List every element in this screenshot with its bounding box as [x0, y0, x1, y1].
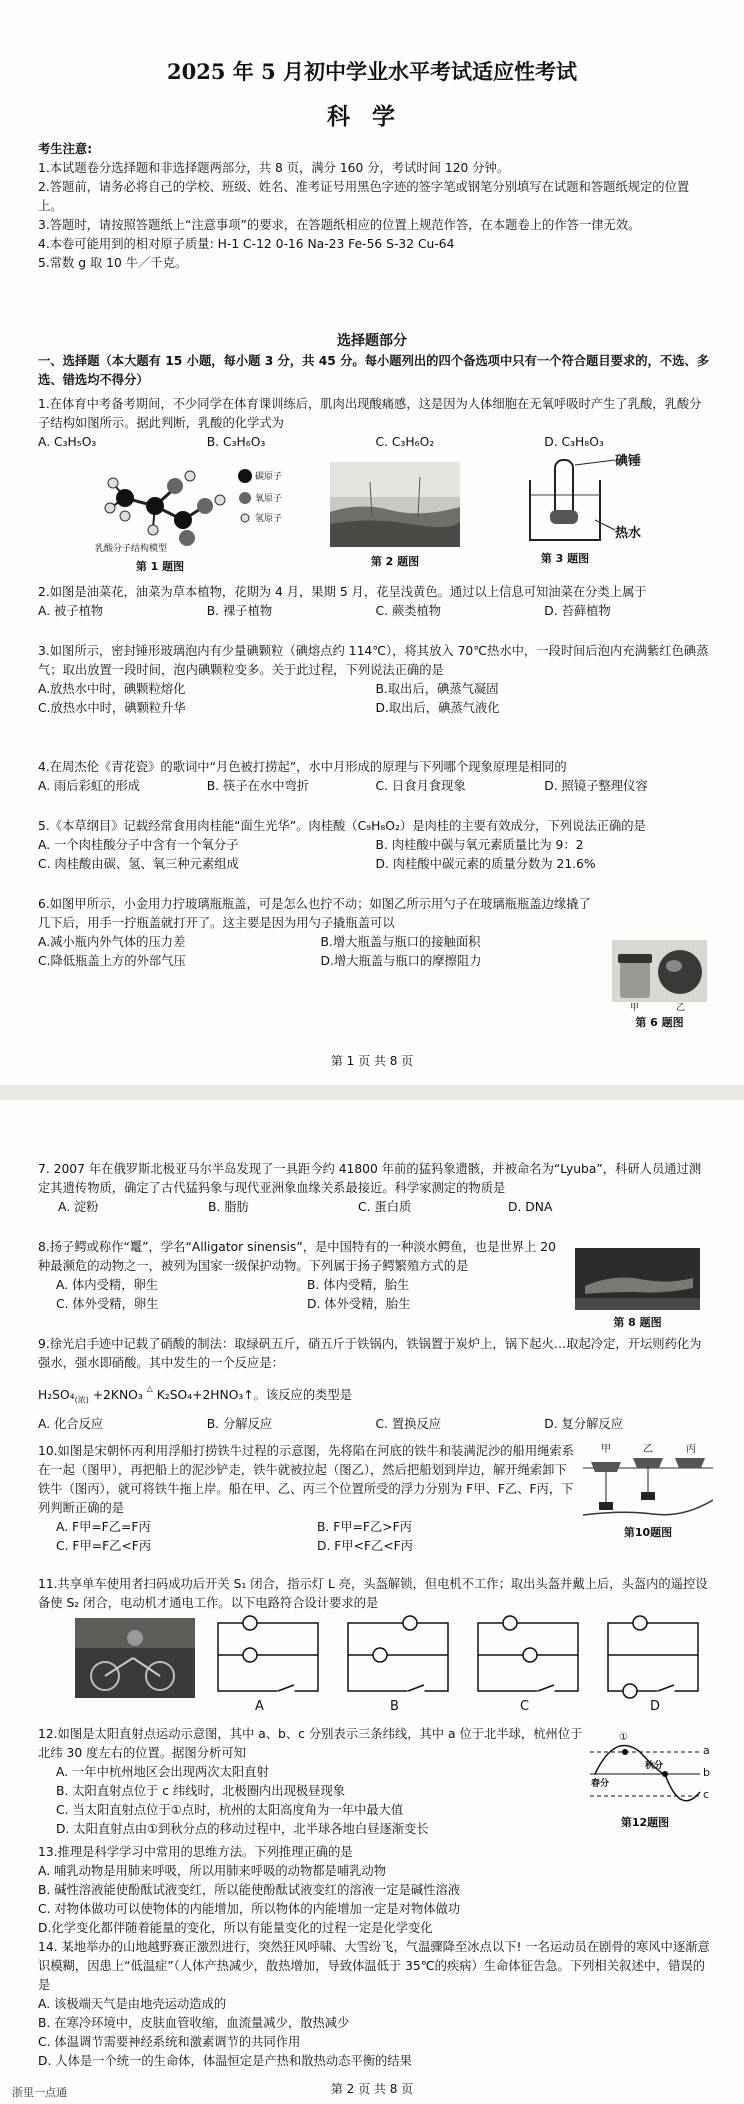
- option-a: A. 淀粉: [58, 1200, 99, 1214]
- model-label: 乳酸分子结构模型: [95, 544, 168, 554]
- label-latitude-b: b: [703, 1766, 710, 1779]
- rapeseed-flower-photo: [330, 462, 460, 547]
- alligator-photo: [575, 1248, 700, 1310]
- question-options: [38, 680, 713, 718]
- option-d: D. 人体是一个统一的生命体，体温恒定是产热和散热动态平衡的结果: [38, 2054, 412, 2068]
- option-d: D. 复分解反应: [544, 1417, 624, 1432]
- figure-8: [575, 1248, 700, 1330]
- option-c: C. 体温调节需要神经系统和激素调节的共同作用: [38, 2035, 301, 2049]
- question-stem: 12.如图是太阳直射点运动示意图，其中 a、b、c 分别表示三条纬线，其中 a 位于北半球，杭州位于北纬 30 度左右的位置。据图分析可知: [38, 1727, 583, 1760]
- option-d: D. 苔藓植物: [544, 604, 611, 618]
- note-item: 5.常数 g 取 10 牛／千克。: [38, 256, 188, 270]
- option-b: B. 脂肪: [208, 1200, 249, 1214]
- question-options: [38, 933, 603, 971]
- figure-11-circuits: [210, 1615, 710, 1715]
- option-b: B.取出后，碘蒸气凝固: [375, 682, 499, 696]
- question-6: [38, 895, 603, 971]
- circuit-options-diagram: [210, 1615, 710, 1703]
- option-d: D.增大瓶盖与瓶口的摩擦阻力: [320, 954, 482, 968]
- question-8: [38, 1238, 558, 1314]
- figure-12: [585, 1732, 715, 1832]
- equation-heat-condition: △: [146, 1384, 153, 1393]
- circuit-label-b: B: [390, 1699, 399, 1714]
- option-a: A.减小瓶内外气体的压力差: [38, 935, 186, 949]
- question-options: [38, 836, 713, 874]
- question-14: [38, 1938, 713, 2071]
- solar-direct-point-diagram: [585, 1732, 715, 1810]
- label-iodine-hammer: 碘锤: [615, 454, 642, 469]
- equation-product: K₂SO₄+2HNO₃↑。该反应的类型是: [152, 1388, 353, 1402]
- question-4: [38, 758, 713, 796]
- question-stem: 11.共享单车使用者扫码成功后开关 S₁ 闭合，指示灯 L 亮，头盔解锁，但电机不工作；取出头盔并戴上后，头盔内的遥控设备使 S₂ 闭合，电动机才通电工作。以下电路符合设计要求的是: [38, 1577, 708, 1610]
- option-d: D. 肉桂酸中碳元素的质量分数为 21.6%: [375, 857, 596, 871]
- figure-3: [520, 450, 680, 575]
- option-b: B. C₃H₆O₃: [206, 435, 266, 449]
- question-2: [38, 583, 713, 621]
- exam-subject: 科学: [327, 103, 417, 130]
- circuit-label-a: A: [255, 1699, 264, 1714]
- shared-bike-photo: [75, 1618, 195, 1698]
- figure-caption: 第 8 题图: [613, 1316, 662, 1329]
- question-stem: 5.《本草纲目》记载经常食用肉桂能“面生光华”。肉桂酸（C₉H₈O₂）是肉桂的主要有效成分，下列说法正确的是: [38, 819, 646, 833]
- figure-2: [330, 462, 470, 577]
- page-footer: 第 2 页 共 8 页: [330, 2082, 414, 2096]
- option-a: A. 雨后彩虹的形成: [38, 779, 141, 793]
- notes-heading: 考生注意:: [38, 142, 93, 156]
- page-gap: [0, 1085, 744, 1100]
- option-c: C.降低瓶盖上方的外部气压: [38, 954, 186, 968]
- question-stem: 3.如图所示，密封锤形玻璃泡内有少量碘颗粒（碘熔点约 114℃），将其放入 70℃热水中，一段时间后泡内充满紫红色碘蒸气；取出放置一段时间，泡内碘颗粒变多。关于此过程，下列说法正确的是: [38, 644, 709, 677]
- option-c: C. C₃H₆O₂: [375, 435, 435, 449]
- note-item: 4.本卷可能用到的相对原子质量: H-1 C-12 0-16 Na-23 Fe-56 S-32 Cu-64: [38, 237, 455, 251]
- option-c: C. 置换反应: [375, 1417, 442, 1432]
- option-a: A. 哺乳动物是用肺来呼吸，所以用肺来呼吸的动物都是哺乳动物: [38, 1864, 387, 1878]
- option-a: A. C₃H₅O₃: [38, 435, 97, 449]
- question-stem: 9.徐光启手迹中记载了硝酸的制法：取绿矾五斤，硝五斤于铁锅内，铁锅置于炭炉上，锅下起火…取起冷定，开坛则药化为强水，强水即硝酸。其中发生的一个反应是：: [38, 1337, 702, 1370]
- question-options: [38, 1763, 583, 1839]
- label-yi: 乙: [643, 1444, 653, 1455]
- figure-caption: 第 3 题图: [540, 552, 590, 565]
- legend-oxygen: 氧原子: [255, 494, 283, 504]
- option-b: B. 太阳直射点位于 c 纬线时，北极圈内出现极昼现象: [56, 1784, 346, 1798]
- option-d: D. F甲<F乙<F丙: [317, 1539, 414, 1553]
- question-7: [38, 1160, 713, 1217]
- question-stem: 7. 2007 年在俄罗斯北极亚马尔半岛发现了一具距今约 41800 年前的猛犸象遗骸，并被命名为“Lyuba”，科研人员通过测定其遗传物质，确定了古代猛犸象与现代亚洲象血缘关系最接近。科学家测定的物质是: [38, 1162, 702, 1195]
- option-b: B.增大瓶盖与瓶口的接触面积: [320, 935, 481, 949]
- question-stem: 14. 某地举办的山地越野赛正激烈进行，突然狂风呼啸、大雪纷飞，气温骤降至冰点以下! 一名运动员在剧骨的寒风中逐渐意识模糊，因患上“低温症”（人体产热减少，散热增加，导致体温低于 35℃的疾病）生命体征告急。下列相关叙述中，错误的是: [38, 1940, 710, 1992]
- question-options: [38, 1518, 578, 1556]
- label-yi: 乙: [676, 1003, 686, 1013]
- question-13: [38, 1843, 713, 1938]
- option-b: B. 筷子在水中弯折: [206, 779, 310, 793]
- option-b: B. 在寒冷环境中，皮肤血管收缩，血流量减少，散热减少: [38, 2016, 350, 2030]
- label-bing: 丙: [686, 1444, 696, 1455]
- option-c: C.放热水中时，碘颗粒升华: [38, 701, 186, 715]
- option-b: B. 碱性溶液能使酚酞试液变红，所以能使酚酞试液变红的溶液一定是碱性溶液: [38, 1883, 461, 1897]
- question-stem: 4.在周杰伦《青花瓷》的歌词中“月色被打捞起”，水中月形成的原理与下列哪个现象原理是相同的: [38, 760, 567, 774]
- exam-title: 2025 年 5 月初中学业水平考试适应性考试: [167, 59, 577, 84]
- question-stem: 6.如图甲所示，小金用力拧玻璃瓶瓶盖，可是怎么也拧不动；如图乙所示用勺子在玻璃瓶瓶盖边缘撬了几下后，用手一拧瓶盖就打开了。这主要是因为用勺子撬瓶盖可以: [38, 897, 591, 930]
- question-options: [38, 1276, 558, 1314]
- figure-6: [612, 940, 707, 1030]
- chemical-equation: [38, 1379, 713, 1409]
- label-autumn-equinox: 秋分: [645, 1761, 664, 1771]
- watermark-text: 浙里一点通: [12, 2086, 67, 2099]
- option-c: C. F甲=F乙<F丙: [56, 1539, 152, 1553]
- option-a: A.放热水中时，碘颗粒熔化: [38, 682, 186, 696]
- option-b: B. F甲=F乙>F丙: [317, 1520, 412, 1534]
- label-jia: 甲: [601, 1444, 611, 1455]
- question-options: [38, 1862, 713, 1938]
- question-3: [38, 642, 713, 718]
- option-d: D. 照镜子整理仪容: [544, 779, 648, 793]
- question-stem: 8.扬子鳄或称作“鼍”，学名“Alligator sinensis”，是中国特有的一种淡水鳄鱼，也是世界上 20 种最濒危的动物之一，被列为国家一级保护动物。下列属于扬子鳄繁殖方式的是: [38, 1240, 556, 1273]
- part-one-instructions: 一、选择题（本大题有 15 小题，每小题 3 分，共 45 分。每小题列出的四个备选项中只有一个符合题目要求的，不选、多选、错选均不得分）: [38, 354, 710, 387]
- circuit-label-c: C: [520, 1699, 530, 1714]
- option-c: C. 日食月食现象: [375, 779, 466, 793]
- label-point-1: ①: [619, 1732, 628, 1743]
- option-c: C. 蕨类植物: [375, 604, 442, 618]
- figure-10: [583, 1440, 713, 1540]
- option-a: A. F甲=F乙=F丙: [56, 1520, 151, 1534]
- question-10: [38, 1442, 578, 1556]
- figure-1: [95, 458, 295, 573]
- figure-caption: 第12题图: [620, 1816, 670, 1829]
- option-a: A. 一年中杭州地区会出现两次太阳直射: [56, 1765, 269, 1779]
- option-d: D.化学变化都伴随着能量的变化，所以有能量变化的过程一定是化学变化: [38, 1921, 433, 1935]
- option-b: B. 体内受精，胎生: [307, 1278, 410, 1292]
- label-jia: 甲: [630, 1003, 640, 1013]
- option-b: B. 肉桂酸中碳与氧元素质量比为 9：2: [375, 838, 584, 852]
- question-stem: 2.如图是油菜花，油菜为草本植物，花期为 4 月，果期 5 月，花呈浅黄色。通过以上信息可知油菜在分类上属于: [38, 585, 647, 599]
- question-stem: 13.推理是科学学习中常用的思维方法。下列推理正确的是: [38, 1845, 353, 1859]
- option-a: A. 化合反应: [38, 1417, 104, 1432]
- option-c: C. 当太阳直射点位于①点时，杭州的太阳高度角为一年中最大值: [56, 1803, 404, 1817]
- note-item: 3.答题时，请按照答题纸上“注意事项”的要求，在答题纸相应的位置上规范作答，在本题卷上的作答一律无效。: [38, 218, 641, 232]
- option-b: B. 裸子植物: [206, 604, 273, 618]
- legend-carbon: 碳原子: [255, 472, 283, 482]
- question-options: [38, 602, 713, 621]
- option-a: A. 被子植物: [38, 604, 104, 618]
- question-11: [38, 1575, 713, 1613]
- note-item: 1.本试题卷分选择题和非选择题两部分，共 8 页，满分 160 分，考试时间 120 分钟。: [38, 161, 510, 175]
- option-d: D.取出后，碘蒸气液化: [375, 701, 500, 715]
- figure-caption: 第 6 题图: [635, 1016, 684, 1029]
- equation-reactant: H₂SO₄: [38, 1388, 75, 1402]
- option-c: C. 蛋白质: [358, 1200, 412, 1214]
- section-title: 选择题部分: [337, 333, 407, 349]
- question-stem: 10.如图是宋朝怀丙利用浮船打捞铁牛过程的示意图，先将陷在河底的铁牛和装满泥沙的船用绳索系在一起（图甲），再把船上的泥沙铲走，铁牛就被拉起（图乙），然后把船划到岸边，解开绳索卸下铁牛（图丙），就可将铁牛拖上岸。船在甲、乙、丙三个位置所受的浮力分别为 F甲、F乙、F丙，下列判断正确的是: [38, 1444, 575, 1515]
- question-1: [38, 395, 713, 452]
- legend-hydrogen: 氢原子: [255, 514, 283, 524]
- question-options: [38, 1415, 713, 1434]
- option-a: A. 一个肉桂酸分子中含有一个氧分子: [38, 838, 239, 852]
- figure-caption: 第10题图: [623, 1526, 673, 1539]
- jar-lid-photo: [612, 940, 707, 1002]
- option-a: A. 体内受精，卵生: [56, 1278, 159, 1292]
- label-hot-water: 热水: [615, 526, 642, 541]
- question-options: [38, 777, 713, 796]
- label-latitude-a: a: [703, 1744, 710, 1757]
- figure-caption: 第 1 题图: [135, 560, 185, 573]
- option-d: D. 体外受精，胎生: [307, 1297, 411, 1311]
- label-latitude-c: c: [703, 1788, 710, 1801]
- option-c: C. 体外受精，卵生: [56, 1297, 159, 1311]
- option-b: B. 分解反应: [206, 1417, 273, 1432]
- question-options: [38, 1995, 713, 2071]
- page-footer: 第 1 页 共 8 页: [330, 1054, 414, 1068]
- question-options: [38, 1198, 658, 1217]
- question-5: [38, 817, 713, 874]
- question-stem: 1.在体育中考备考期间，不少同学在体育课训练后，肌肉出现酸痛感，这是因为人体细胞在无氧呼吸时产生了乳酸，乳酸分子结构如图所示。据此判断，乳酸的化学式为: [38, 397, 702, 430]
- candidate-notes: [38, 140, 713, 273]
- question-9: [38, 1335, 713, 1434]
- bike-photo: [75, 1618, 195, 1698]
- circuit-label-d: D: [650, 1699, 661, 1714]
- option-c: C. 对物体做功可以使物体的内能增加，所以物体的内能增加一定是对物体做功: [38, 1902, 461, 1916]
- label-spring-equinox: 春分: [591, 1779, 610, 1789]
- equation-middle: +2KNO₃: [88, 1388, 147, 1402]
- option-a: A. 该极端天气是由地壳运动造成的: [38, 1997, 227, 2011]
- option-c: C. 肉桂酸由碳、氢、氧三种元素组成: [38, 857, 239, 871]
- option-d: D. 太阳直射点由①到秋分点的移动过程中，北半球各地白昼逐渐变长: [56, 1822, 429, 1836]
- note-item: 2.答题前，请务必将自己的学校、班级、姓名、准考证号用黑色字迹的签字笔或钢笔分别填写在试题和答题纸规定的位置上。: [38, 180, 690, 213]
- equation-concentrated: (浓): [74, 1395, 89, 1405]
- question-12: [38, 1725, 583, 1839]
- option-d: D. C₃H₈O₃: [544, 435, 604, 449]
- figure-caption: 第 2 题图: [370, 555, 420, 568]
- option-d: D. DNA: [508, 1200, 553, 1214]
